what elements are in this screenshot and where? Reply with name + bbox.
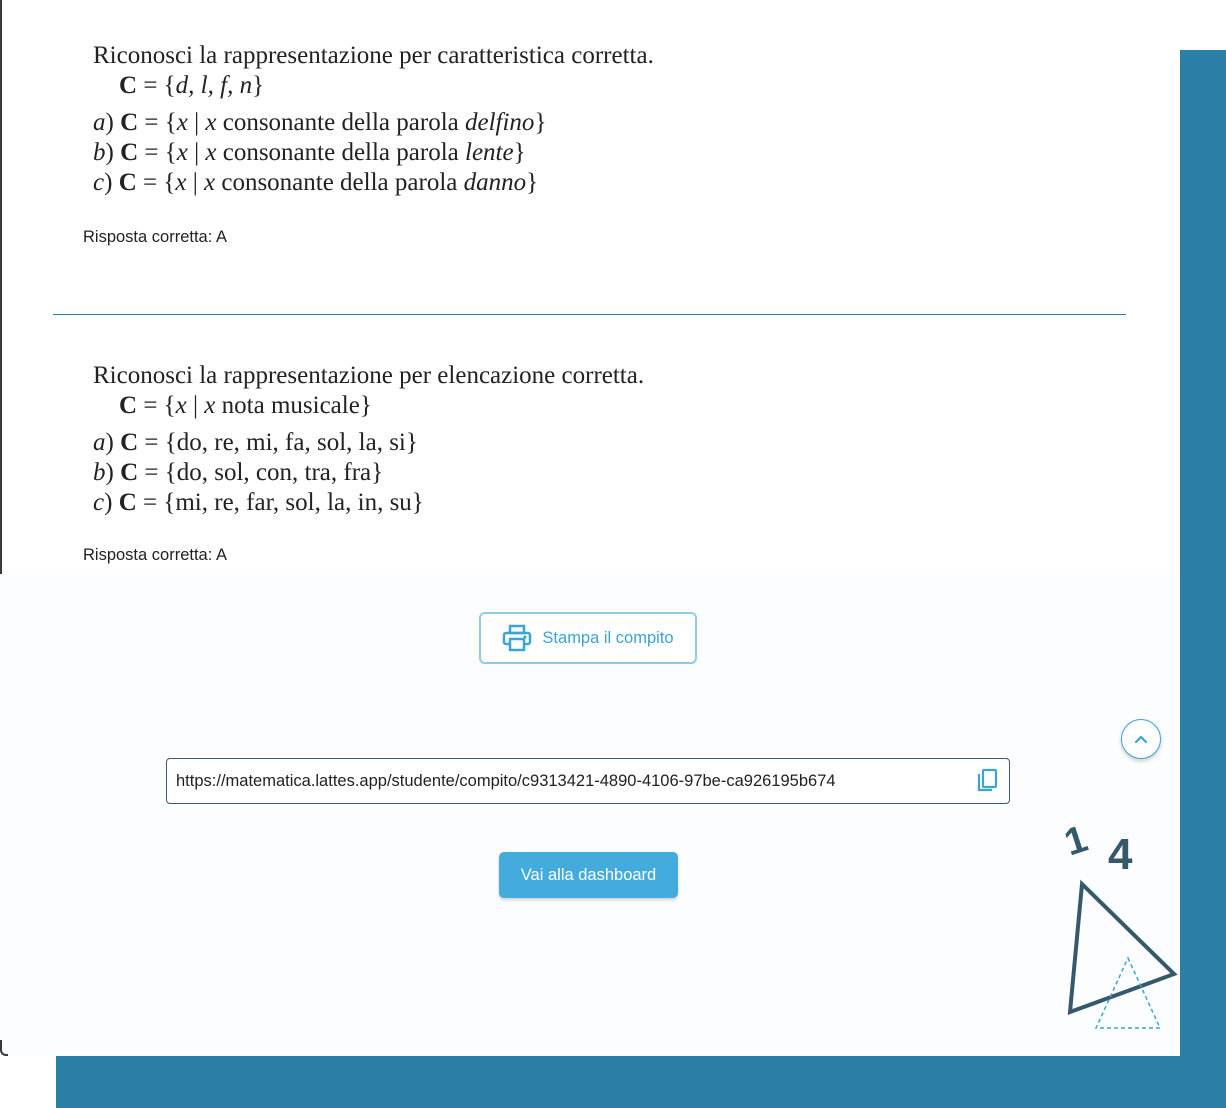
background-teal-right — [1180, 50, 1226, 1108]
option-letter: a — [93, 429, 106, 456]
question-prompt: Riconosci la rappresentazione per caratteristica corretta. — [93, 42, 654, 69]
option-a: a) C = {x | x consonante della parola delfino} — [93, 109, 547, 136]
dashboard-button-label: Vai alla dashboard — [520, 865, 657, 884]
option-letter: a — [93, 109, 106, 136]
set-mid: | — [186, 392, 205, 419]
option-var: x — [175, 169, 187, 196]
option-var2: x — [205, 109, 217, 136]
set-var: x — [175, 392, 187, 419]
assignment-url-text[interactable]: https://matematica.lattes.app/studente/compito/c9313421-4890-4106-97be-ca926195b674 — [176, 771, 836, 790]
correct-answer: Risposta corretta: A — [83, 228, 227, 246]
decoration-digit-4: 4 — [1108, 830, 1133, 879]
option-close: } — [526, 169, 539, 196]
option-close: } — [534, 109, 547, 136]
set-var2: x — [204, 392, 216, 419]
option-text: = {do, sol, con, tra, fra} — [138, 459, 384, 486]
option-set-name: C — [120, 429, 139, 456]
option-word: delfino — [465, 109, 535, 136]
triangle-shape — [1070, 884, 1174, 1012]
copy-icon[interactable] — [975, 768, 999, 794]
option-letter: b — [93, 139, 106, 166]
print-button-label: Stampa il compito — [542, 628, 674, 647]
triangle-decoration — [1060, 812, 1180, 1042]
set-name: C — [119, 72, 138, 99]
option-mid: | — [186, 169, 204, 196]
option-set-name: C — [120, 139, 139, 166]
option-pre: = { — [136, 169, 176, 196]
option-b: b) C = {x | x consonante della parola lente} — [93, 139, 526, 166]
set-close: } — [252, 72, 265, 99]
option-word: lente — [465, 139, 514, 166]
print-assignment-button[interactable] — [479, 612, 697, 664]
option-letter: c — [93, 169, 105, 196]
set-eq: = { — [137, 72, 176, 99]
option-var: x — [176, 139, 188, 166]
option-text: = {mi, re, far, sol, la, in, su} — [136, 489, 424, 516]
go-to-dashboard-button[interactable] — [499, 852, 678, 898]
option-var: x — [176, 109, 188, 136]
option-pre: = { — [138, 139, 177, 166]
option-set-name: C — [118, 489, 137, 516]
option-close: } — [513, 139, 526, 166]
divider — [53, 314, 1126, 315]
decoration-digit-1: 1 — [1060, 817, 1093, 865]
correct-answer: Risposta corretta: A — [83, 546, 227, 564]
question-2 — [93, 361, 644, 518]
option-text: consonante della parola — [216, 109, 465, 136]
set-eq: = { — [137, 392, 176, 419]
option-text: consonante della parola — [215, 169, 464, 196]
question-prompt: Riconosci la rappresentazione per elencazione corretta. — [93, 362, 645, 389]
option-letter: c — [93, 489, 105, 516]
option-c: c) C = {mi, re, far, sol, la, in, su} — [93, 489, 424, 516]
option-mid: | — [187, 109, 206, 136]
option-b: b) C = {do, sol, con, tra, fra} — [93, 459, 384, 486]
set-close: } — [359, 392, 372, 419]
set-content: d, l, f, n — [175, 72, 253, 99]
option-var2: x — [205, 139, 217, 166]
background-teal-bottom — [56, 1056, 1226, 1108]
option-set-name: C — [118, 169, 137, 196]
option-a: a) C = {do, re, mi, fa, sol, la, si} — [93, 429, 418, 456]
option-word: danno — [463, 169, 527, 196]
question-set — [93, 71, 654, 101]
option-c: c) C = {x | x consonante della parola danno} — [93, 169, 539, 196]
option-mid: | — [187, 139, 206, 166]
set-name: C — [119, 392, 138, 419]
question-set — [93, 391, 644, 421]
dashed-triangle-shape — [1096, 958, 1160, 1028]
option-var2: x — [203, 169, 216, 196]
option-letter: b — [93, 459, 106, 486]
option-pre: = { — [138, 109, 177, 136]
option-text: consonante della parola — [216, 139, 465, 166]
assignment-url-field[interactable] — [166, 758, 1010, 804]
printer-icon — [502, 624, 532, 652]
option-text: = {do, re, mi, fa, sol, la, si} — [138, 429, 418, 456]
question-1 — [93, 41, 654, 198]
option-set-name: C — [120, 109, 139, 136]
set-text: nota musicale — [215, 392, 360, 419]
scroll-to-top-button[interactable] — [1121, 719, 1161, 759]
panel-corner — [0, 1040, 8, 1056]
option-set-name: C — [120, 459, 139, 486]
chevron-up-icon — [1134, 734, 1148, 744]
